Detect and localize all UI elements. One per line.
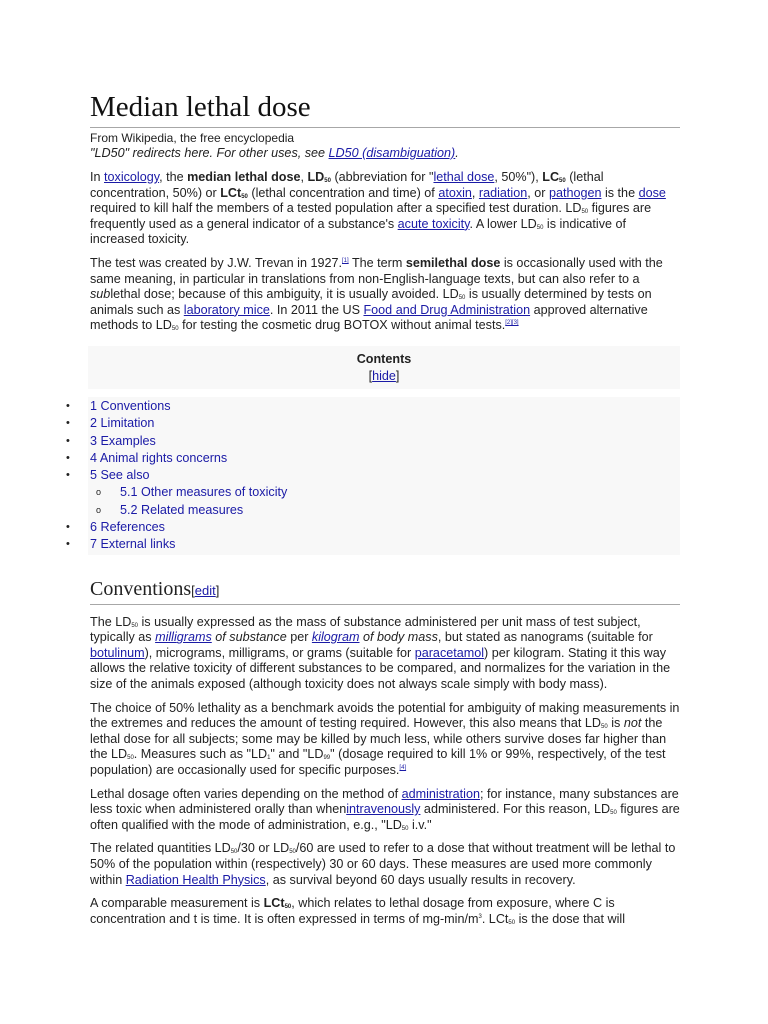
conventions-paragraph-4: The related quantities $LD_{50}/30$ or $LD_{50}/60$ are used to refer to a dose that without treatment will be lethal to 50% of the population within (respectively) 30 or 60 days. These measures are used more commonly within Radiation Health Physics, as survival beyond 60 days usually results in recovery. xyxy=(90,841,676,887)
bullet-icon: • xyxy=(66,521,70,534)
circle-bullet-icon: o xyxy=(96,487,102,498)
conventions-paragraph-1: The $LD_{50}$ is usually expressed as the mass of substance administered per unit mass of test subject, typically as milligrams of substance per kilogram of body mass, but stated as nanograms (suitable for botulinum), micrograms, milligrams, or grams (suitable for paracetamol) per kilogram. Stating it this way allows the relative toxicity of different substances to be compared, and normalizes for the variation in the size of the animals exposed (although toxicity does not always scale simply with body mass). xyxy=(90,614,671,691)
radiation-health-physics-link[interactable]: Radiation Health Physics xyxy=(125,872,266,887)
toc-item-other-measures[interactable]: o 5.1 Other measures of toxicity xyxy=(88,484,680,501)
bullet-icon: • xyxy=(66,451,70,464)
article-content xyxy=(66,88,680,935)
acute-toxicity-link[interactable]: acute toxicity xyxy=(397,216,470,231)
circle-bullet-icon: o xyxy=(96,504,102,515)
bullet-icon: • xyxy=(66,417,70,430)
toc-hide-toggle: [hide] xyxy=(368,368,400,383)
hatnote: "LD50" redirects here. For other uses, see LD50 (disambiguation). xyxy=(90,146,459,160)
paracetamol-link[interactable]: paracetamol xyxy=(414,645,485,660)
toc-item-related-measures[interactable]: o 5.2 Related measures xyxy=(88,502,680,519)
citation-2-3[interactable]: [2][3] xyxy=(505,320,519,327)
dose-link[interactable]: dose xyxy=(638,185,666,200)
disambiguation-link[interactable]: LD50 (disambiguation) xyxy=(328,146,456,160)
administration-link[interactable]: administration xyxy=(401,786,480,801)
intravenously-link[interactable]: intravenously xyxy=(346,802,421,817)
milligrams-link-part1[interactable]: milli xyxy=(155,630,177,645)
grams-link[interactable]: grams xyxy=(176,630,212,645)
edit-section: [edit] xyxy=(191,582,220,598)
lethal-dose-link[interactable]: lethal dose xyxy=(433,170,495,184)
edit-link[interactable]: edit xyxy=(194,582,216,598)
toc-list xyxy=(66,397,680,555)
toc-item-conventions[interactable]: • 1 Conventions xyxy=(88,398,680,415)
bullet-icon: • xyxy=(66,538,70,551)
conventions-paragraph-2: The choice of 50% lethality as a benchmark avoids the potential for ambiguity of making measurements in the extremes and reduces the amount of testing required. However, this also means that $LD_{50}$ is not the lethal dose for all subjects; some may be killed by much less, while others survive doses far higher than the $LD_{50}$. Measures such as "$LD_1$" and "$LD_{99}$" (dosage required to kill 1% or 99%, respectively, of the test population) are occasionally used for specific purposes.[4] xyxy=(90,700,680,777)
fda-link[interactable]: Food and Drug Administration xyxy=(363,302,531,317)
toc-item-external-links[interactable]: • 7 External links xyxy=(88,536,680,553)
intro-paragraph-2: The test was created by J.W. Trevan in 1927.[1] The term semilethal dose is occasionally used with the same meaning, in particular in translations from non-English-language texts, but can also refer to a sublethal dose; because of this ambiguity, it is usually avoided. $LD_{50}$ is usually determined by tests on animals such as laboratory mice. In 2011 the US Food and Drug Administration approved alternative methods to $LD_{50}$ for testing the cosmetic drug BOTOX without animal tests.[2][3] xyxy=(90,255,663,333)
toc-item-see-also[interactable]: • 5 See also xyxy=(88,467,680,484)
kilogram-link[interactable]: kilogram xyxy=(311,630,360,645)
conventions-paragraph-5: A comparable measurement is LCt$_{50}$, which relates to lethal dosage from exposure, where C is concentration and t is time. It is often expressed in terms of $mg-\min/m^3$. LCt$_{50}$ is the dose that will xyxy=(90,896,626,926)
toc-item-examples[interactable]: • 3 Examples xyxy=(88,433,680,450)
toc-header xyxy=(88,346,680,389)
bullet-icon: • xyxy=(66,469,70,482)
atoxin-link[interactable]: atoxin xyxy=(438,185,472,200)
laboratory-mice-link[interactable]: laboratory mice xyxy=(183,302,270,317)
toc-title: Contents xyxy=(356,351,412,366)
toxicology-link[interactable]: toxicology xyxy=(104,170,160,184)
botulinum-link[interactable]: botulinum xyxy=(90,645,145,660)
toc-hide-link[interactable]: hide xyxy=(372,368,396,383)
pathogen-link[interactable]: pathogen xyxy=(548,185,602,200)
intro-paragraph-1: In toxicology, the median lethal dose, $LD_{50}$ (abbreviation for "lethal dose, 50%"), $LC_{50}$ (lethal concentration, 50%) or LCt$_{50}$ (lethal concentration and time) of atoxin, radiation, or pathogen is the dose required to kill half the members of a tested population after a specified test duration. $LD_{50}$ figures are frequently used as a general indicator of a substance's acute toxicity. A lower $LD_{50}$ is indicative of increased toxicity. xyxy=(90,170,666,247)
bullet-icon: • xyxy=(66,399,70,412)
conventions-paragraph-3: Lethal dosage often varies depending on the method of administration; for instance, many substances are less toxic when administered orally than whenintravenously administered. For this reason, $LD_{50}$ figures are often qualified with the mode of administration, e.g., "$LD_{50}$ i.v." xyxy=(90,786,680,832)
toc-item-animal-rights[interactable]: • 4 Animal rights concerns xyxy=(88,450,680,467)
tagline: From Wikipedia, the free encyclopedia xyxy=(90,131,295,145)
page-title: Median lethal dose xyxy=(90,88,680,128)
radiation-link[interactable]: radiation xyxy=(478,185,528,200)
conventions-heading: Conventions[edit] xyxy=(90,577,680,605)
toc-item-limitation[interactable]: • 2 Limitation xyxy=(88,415,680,432)
citation-4[interactable]: [4] xyxy=(399,764,407,771)
citation-1[interactable]: [1] xyxy=(342,257,349,264)
bullet-icon: • xyxy=(66,434,70,447)
toc-item-references[interactable]: • 6 References xyxy=(88,519,680,536)
